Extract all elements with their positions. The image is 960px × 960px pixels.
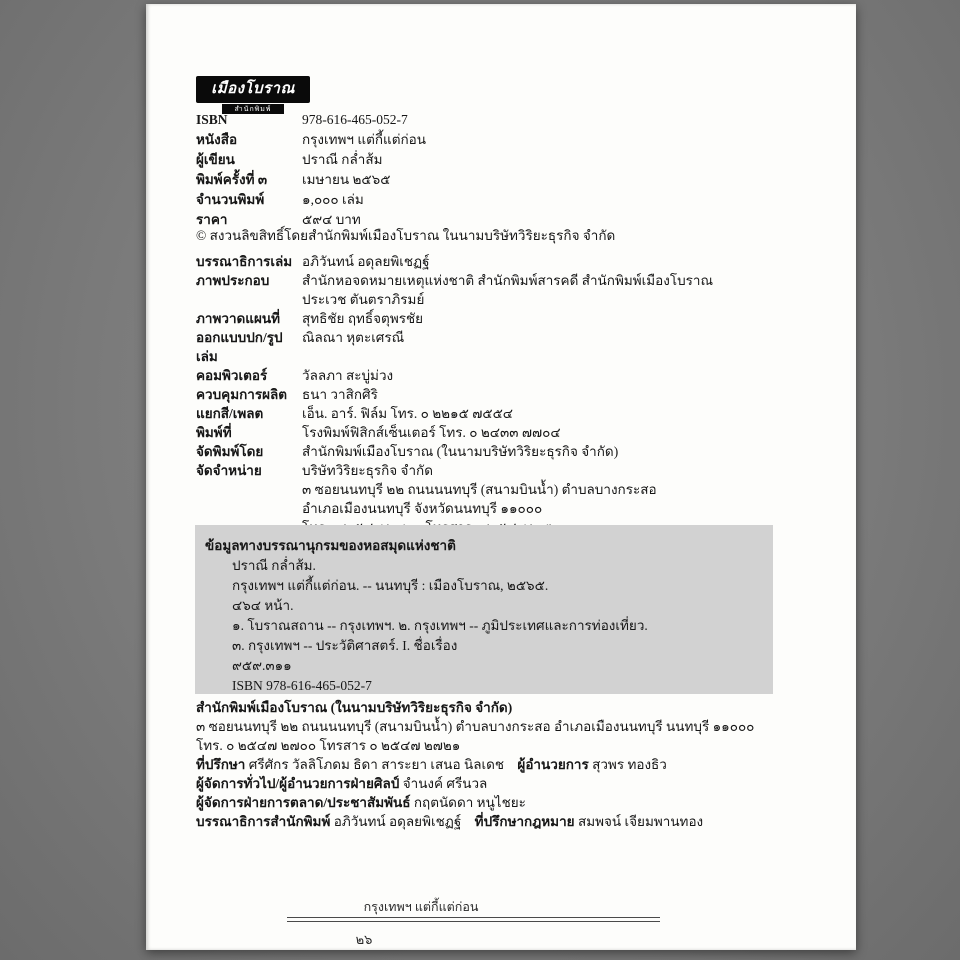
credit-row-printer [196,423,836,442]
cataloguing-in-publication-box [195,525,773,694]
credit-value: สำนักหอจดหมายเหตุแห่งชาติ สำนักพิมพ์สารคดี สำนักพิมพ์เมืองโบราณ [302,273,714,288]
credit-label: ภาพวาดแผนที่ [196,311,281,326]
credit-row-illustrations-cont [196,290,836,309]
info-row-title [196,130,836,150]
info-row-edition [196,170,836,190]
credit-label [196,480,302,499]
director-label: ผู้อำนวยการ [517,757,589,772]
info-value: ๑,๐๐๐ เล่ม [302,192,364,207]
info-row-isbn [196,110,836,130]
credit-label [196,290,302,309]
book-page [146,4,856,950]
info-label: ISBN [196,112,228,127]
credit-label: จัดพิมพ์โดย [196,444,264,459]
credit-value: บริษัทวิริยะธุรกิจ จำกัด [302,463,433,478]
advisors-label: ที่ปรึกษา [196,757,246,772]
pub-editor-name: อภิวันทน์ อดุลยพิเชฏฐ์ [333,814,462,829]
marketing-name: กฤตนัดดา หนูไชยะ [413,795,526,810]
running-title: กรุงเทพฯ แต่กี้แต่ก่อน [363,900,479,914]
gm-name: จำนงค์ ศรีนวล [402,776,488,791]
publisher-gm-line [196,774,856,793]
credit-value: สุทธิชัย ฤทธิ์จตุพรชัย [302,311,424,326]
credit-label: แยกสี/เพลต [196,406,264,421]
cip-pages-line: ๔๖๔ หน้า. [232,598,294,613]
publisher-phone: โทร. ๐ ๒๕๔๗ ๒๗๐๐ โทรสาร ๐ ๒๕๔๗ ๒๗๒๑ [196,738,461,753]
footer-double-rule [287,917,660,922]
credit-row-editor [196,252,836,271]
credit-value: โรงพิมพ์ฟิสิกส์เซ็นเตอร์ โทร. ๐ ๒๔๓๓ ๗๗๐๔ [302,425,561,440]
info-row-print-run [196,190,836,210]
credit-row-computer [196,366,836,385]
credit-label: บรรณาธิการเล่ม [196,254,293,269]
credit-row-distributor-address1 [196,480,836,499]
info-value: เมษายน ๒๕๖๕ [302,172,391,187]
credit-label: พิมพ์ที่ [196,425,232,440]
credit-label: คอมพิวเตอร์ [196,368,268,383]
book-info-block [196,110,836,230]
publisher-editor-line [196,812,856,831]
legal-label: ที่ปรึกษากฎหมาย [474,814,575,829]
cip-isbn-line: ISBN 978-616-465-052-7 [232,678,372,693]
credit-value: อภิวันทน์ อดุลยพิเชฏฐ์ [302,254,430,269]
credit-label: ออกแบบปก/รูปเล่ม [196,330,283,364]
publisher-block [196,698,856,831]
credit-row-cover-design [196,328,836,366]
gm-label: ผู้จัดการทั่วไป/ผู้อำนวยการฝ่ายศิลป์ [196,776,400,791]
credit-label: ภาพประกอบ [196,273,270,288]
info-row-author [196,150,836,170]
credits-block [196,252,836,537]
cip-title-line: กรุงเทพฯ แต่กี้แต่ก่อน. -- นนทบุรี : เมืองโบราณ, ๒๕๖๕. [232,578,549,593]
director-name: สุวพร ทองธิว [592,757,667,772]
credit-label [196,499,302,518]
cip-dewey-number: ๙๕๙.๓๑๑ [232,658,292,673]
publisher-marketing-line [196,793,856,812]
info-value: 978-616-465-052-7 [302,112,408,127]
credit-row-color-separation [196,404,836,423]
credit-row-distributor [196,461,836,480]
cip-subject-line-2: ๓. กรุงเทพฯ -- ประวัติศาสตร์. I. ชื่อเรื่อง [232,638,458,653]
copyright-line: © สงวนลิขสิทธิ์โดยสำนักพิมพ์เมืองโบราณ ในนามบริษัทวิริยะธุรกิจ จำกัด [196,228,616,243]
publisher-logo-wordmark: เมืองโบราณ [196,76,310,103]
credit-value: ๓ ซอยนนทบุรี ๒๒ ถนนนนทบุรี (สนามบินน้ำ) ตำบลบางกระสอ [302,482,657,497]
info-value: กรุงเทพฯ แต่กี้แต่ก่อน [302,132,427,147]
publisher-logo [196,76,310,114]
legal-name: สมพจน์ เจียมพานทอง [577,814,704,829]
info-label: พิมพ์ครั้งที่ ๓ [196,172,268,187]
credit-row-published-by [196,442,836,461]
credit-value: ประเวช ตันตราภิรมย์ [302,292,425,307]
credit-value: สำนักพิมพ์เมืองโบราณ (ในนามบริษัทวิริยะธุรกิจ จำกัด) [302,444,619,459]
cip-subject-line-1: ๑. โบราณสถาน -- กรุงเทพฯ. ๒. กรุงเทพฯ -- ภูมิประเทศและการท่องเที่ยว. [232,618,648,633]
credit-label: จัดจำหน่าย [196,463,262,478]
credit-value: เอ็น. อาร์. ฟิล์ม โทร. ๐ ๒๒๑๕ ๗๕๕๔ [302,406,514,421]
cip-author-line: ปราณี กล่ำส้ม. [232,558,316,573]
page-number: ๒๖ [355,932,373,947]
info-label: ราคา [196,212,228,227]
publisher-advisors-line [196,755,856,774]
info-value: ปราณี กล่ำส้ม [302,152,383,167]
advisors-names: ศรีศักร วัลลิโภดม ธิดา สาระยา เสนอ นิลเดช [248,757,505,772]
credit-label: ควบคุมการผลิต [196,387,288,402]
credit-value: ธนา วาสิกศิริ [302,387,378,402]
cip-title: ข้อมูลทางบรรณานุกรมของหอสมุดแห่งชาติ [205,538,456,553]
credit-row-illustrations [196,271,836,290]
publisher-name: สำนักพิมพ์เมืองโบราณ (ในนามบริษัทวิริยะธุรกิจ จำกัด) [196,700,513,715]
credit-value: ณิลณา หุตะเศรณี [302,330,405,345]
info-label: หนังสือ [196,132,238,147]
credit-row-distributor-address2 [196,499,836,518]
credit-row-production [196,385,836,404]
marketing-label: ผู้จัดการฝ่ายการตลาด/ประชาสัมพันธ์ [196,795,411,810]
publisher-address: ๓ ซอยนนทบุรี ๒๒ ถนนนนทบุรี (สนามบินน้ำ) ตำบลบางกระสอ อำเภอเมืองนนทบุรี นนทบุรี ๑๑๐๐๐ [196,719,755,734]
credit-value: อำเภอเมืองนนทบุรี จังหวัดนนทบุรี ๑๑๐๐๐ [302,501,543,516]
info-label: จำนวนพิมพ์ [196,192,265,207]
pub-editor-label: บรรณาธิการสำนักพิมพ์ [196,814,331,829]
credit-value: วัลลภา สะบู่ม่วง [302,368,394,383]
info-value: ๕๙๔ บาท [302,212,361,227]
publisher-logo-subtitle: สำนักพิมพ์ [222,104,284,114]
info-label: ผู้เขียน [196,152,235,167]
credit-row-maps [196,309,836,328]
